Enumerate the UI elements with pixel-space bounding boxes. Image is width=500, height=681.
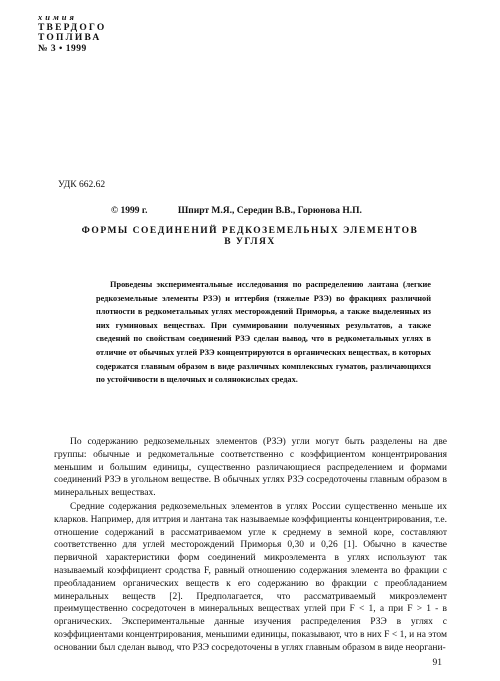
article-body <box>54 436 447 655</box>
page-number: 91 <box>432 658 442 668</box>
journal-name-line2: ТВЕРДОГО <box>38 22 107 33</box>
abstract: Проведены экспериментальные исследования по распределению лантана (легкие редкоземельные элементы РЗЭ) и иттербия (тяжелые РЗЭ) во фракциях различной плотности в редкометальных углях месторождений Приморья, а также выделенных из них гуминовых веществах. При суммировании полученных результатов, а также сведений по свойствам соединений РЗЭ сделан вывод, что в редкометальных углях в отличие от обычных углей РЗЭ концентрируются в органических веществах, в которых содержатся главным образом в виде различных комплексных гуматов, различающихся по устойчивости в щелочных и солянокислых средах. <box>96 280 431 385</box>
journal-name-line1: химия <box>38 12 77 22</box>
udk-code: УДК 662.62 <box>58 180 106 190</box>
journal-name-line3: ТОПЛИВА <box>38 33 102 43</box>
body-paragraph: По содержанию редкоземельных элементов (РЗЭ) угли могут быть разделены на две группы: обычные и редкометальные соответственно с коэффициентом концентрирования меньшим и большим единицы, существенно различающиеся распределением и формами соединений РЗЭ в угольном веществе. В обычных углях РЗЭ сосредоточены главным образом в минеральных веществах. <box>54 437 447 499</box>
byline <box>111 206 362 216</box>
journal-issue: № 3 • 1999 <box>38 43 87 54</box>
author-list: Шпирт М.Я., Середин В.В., Горюнова Н.П. <box>177 206 362 216</box>
body-paragraph: Средние содержания редкоземельных элементов в углях России существенно меньше их кларков. Например, для иттрия и лантана так называемые коэффициенты концентрирования, т.е. отношение содержаний в рассматриваемом угле к среднему в земной коре, составляют соответственно для углей месторождений Приморья 0,30 и 0,26 [1]. Обычно в качестве первичной характеристики форм соединений микроэлемента в углях используют так называемый коэффициент сродства F, равный отношению содержания элемента во фракции с преобладанием органических веществ к его содержанию во фракции с преобладанием минеральных веществ [2]. Предполагается, что рассматриваемый микроэлемент преимущественно сосредоточен в минеральных веществах углей при F < 1, а при F > 1 - в органических. Экспериментальные данные изучения распределения РЗЭ в углях с коэффициентами концентрирования, меньшими единицы, показывают, что в них F < 1, и на этом основании был сделан вывод, что РЗЭ сосредоточены в углях главным образом в виде неоргани- <box>54 501 447 653</box>
journal-masthead <box>38 12 107 54</box>
article-title-line2: В УГЛЯХ <box>224 237 276 247</box>
copyright-year: © 1999 г. <box>111 206 148 216</box>
article-title-line1: ФОРМЫ СОЕДИНЕНИЙ РЕДКОЗЕМЕЛЬНЫХ ЭЛЕМЕНТОВ <box>81 226 419 236</box>
article-title <box>40 226 460 248</box>
